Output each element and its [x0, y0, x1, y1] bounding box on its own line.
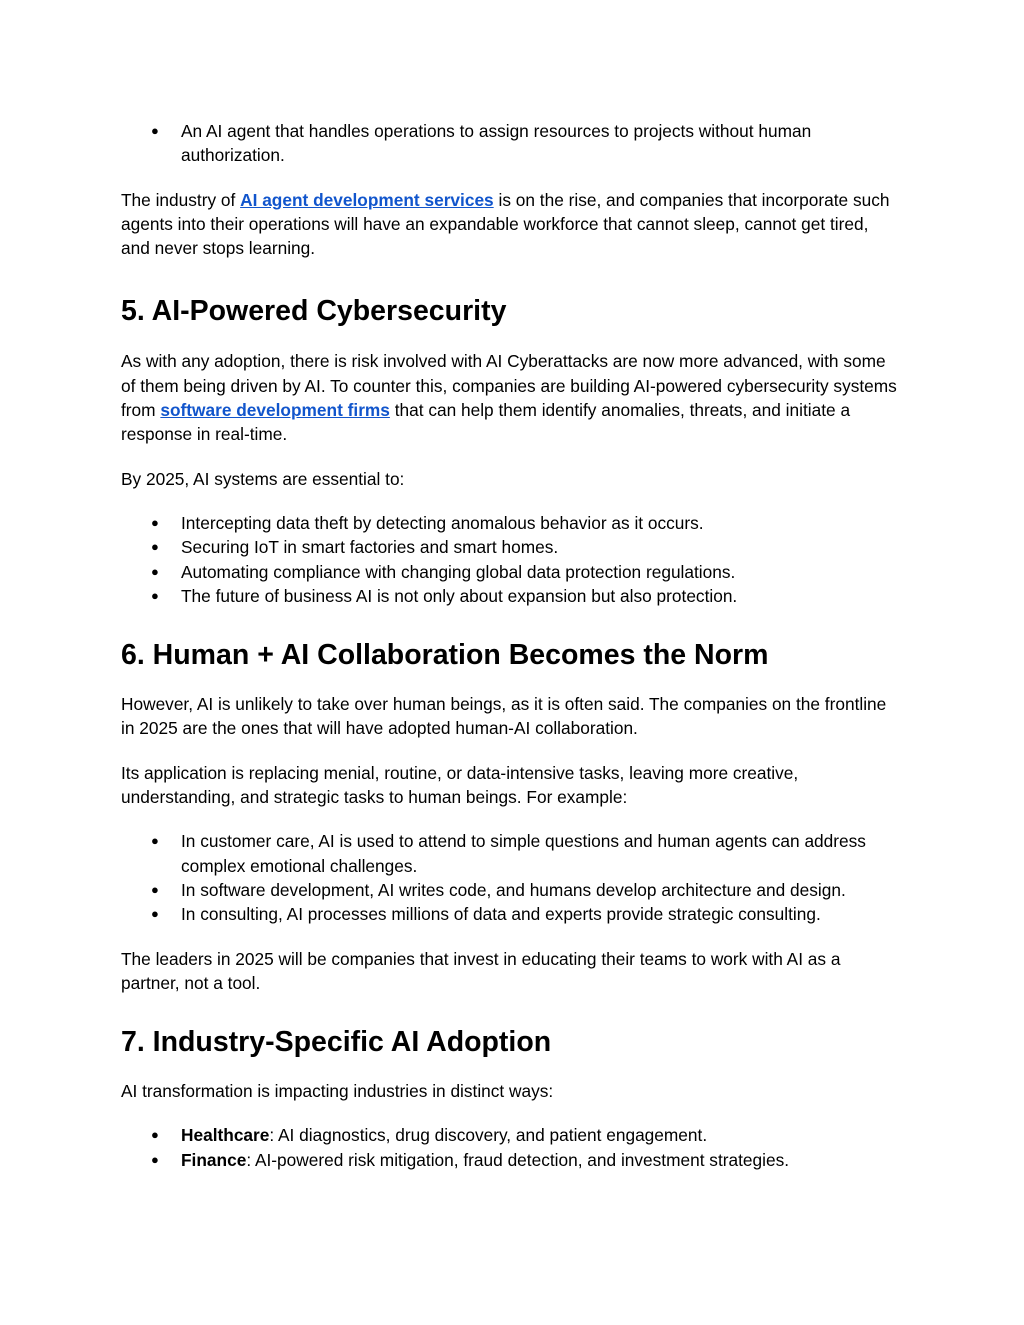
section-6-bullet-list [121, 829, 901, 926]
intro-bullet-list [121, 119, 901, 168]
bullet-icon: ● [151, 833, 159, 849]
bullet-icon: ● [151, 563, 159, 579]
section-6-heading: 6. Human + AI Collaboration Becomes the Norm [121, 639, 769, 672]
list-item: ● Securing IoT in smart factories and smart homes. [121, 535, 901, 559]
list-item: ● In consulting, AI processes millions of data and experts provide strategic consulting. [121, 902, 901, 926]
section-7-heading: 7. Industry-Specific AI Adoption [121, 1026, 552, 1059]
section-5-paragraph-1: As with any adoption, there is risk involved with AI Cyberattacks are now more advanced, with some of them being driven by AI. To counter this, companies are building AI-powered cybersecurity systems from software development firms that can help them identify anomalies, threats, and initiate a response in real-time. [121, 351, 897, 445]
bullet-icon: ● [151, 1151, 159, 1167]
list-item: ● An AI agent that handles operations to assign resources to projects without human authorization. [151, 121, 812, 166]
section-5-bullet-list [121, 511, 901, 608]
list-item: ● In customer care, AI is used to attend to simple questions and human agents can address complex emotional challenges. [151, 831, 866, 876]
section-7-bullet-list [121, 1123, 901, 1172]
bullet-icon: ● [151, 1127, 159, 1143]
list-item: ● Intercepting data theft by detecting anomalous behavior as it occurs. [121, 511, 901, 535]
bullet-icon: ● [151, 539, 159, 555]
section-5-paragraph-2: By 2025, AI systems are essential to: [121, 468, 405, 489]
list-item: ● Automating compliance with changing global data protection regulations. [121, 560, 901, 584]
ai-agent-development-link[interactable]: AI agent development services [240, 189, 494, 210]
list-item: ● Finance: AI-powered risk mitigation, fraud detection, and investment strategies. [121, 1148, 901, 1172]
list-item: ● The future of business AI is not only about expansion but also protection. [121, 584, 901, 608]
section-6-paragraph-2: Its application is replacing menial, routine, or data-intensive tasks, leaving more creative, understanding, and strategic tasks to human beings. For example: [121, 762, 799, 808]
software-development-firms-link[interactable]: software development firms [160, 400, 390, 421]
bullet-icon: ● [151, 123, 159, 138]
section-6-paragraph-1: However, AI is unlikely to take over human beings, as it is often said. The companies on the frontline in 2025 are the ones that will have adopted human-AI collaboration. [121, 694, 887, 739]
list-item: ● In software development, AI writes code, and humans develop architecture and design. [121, 878, 901, 902]
list-item: ● Healthcare: AI diagnostics, drug discovery, and patient engagement. [121, 1123, 901, 1147]
bullet-icon: ● [151, 514, 159, 530]
section-6-paragraph-3: The leaders in 2025 will be companies that invest in educating their teams to work with AI as a partner, not a tool. [121, 948, 841, 993]
agents-paragraph: The industry of AI agent development services is on the rise, and companies that incorporate such agents into their operations will have an expandable workforce that cannot sleep, cannot get tired, and never stops learning. [121, 189, 890, 259]
bullet-icon: ● [151, 881, 159, 897]
section-7-paragraph-1: AI transformation is impacting industries in distinct ways: [121, 1081, 554, 1102]
section-5-heading: 5. AI-Powered Cybersecurity [121, 295, 507, 328]
bullet-icon: ● [151, 906, 159, 922]
bullet-icon: ● [151, 587, 159, 603]
document-page [121, 119, 901, 1172]
